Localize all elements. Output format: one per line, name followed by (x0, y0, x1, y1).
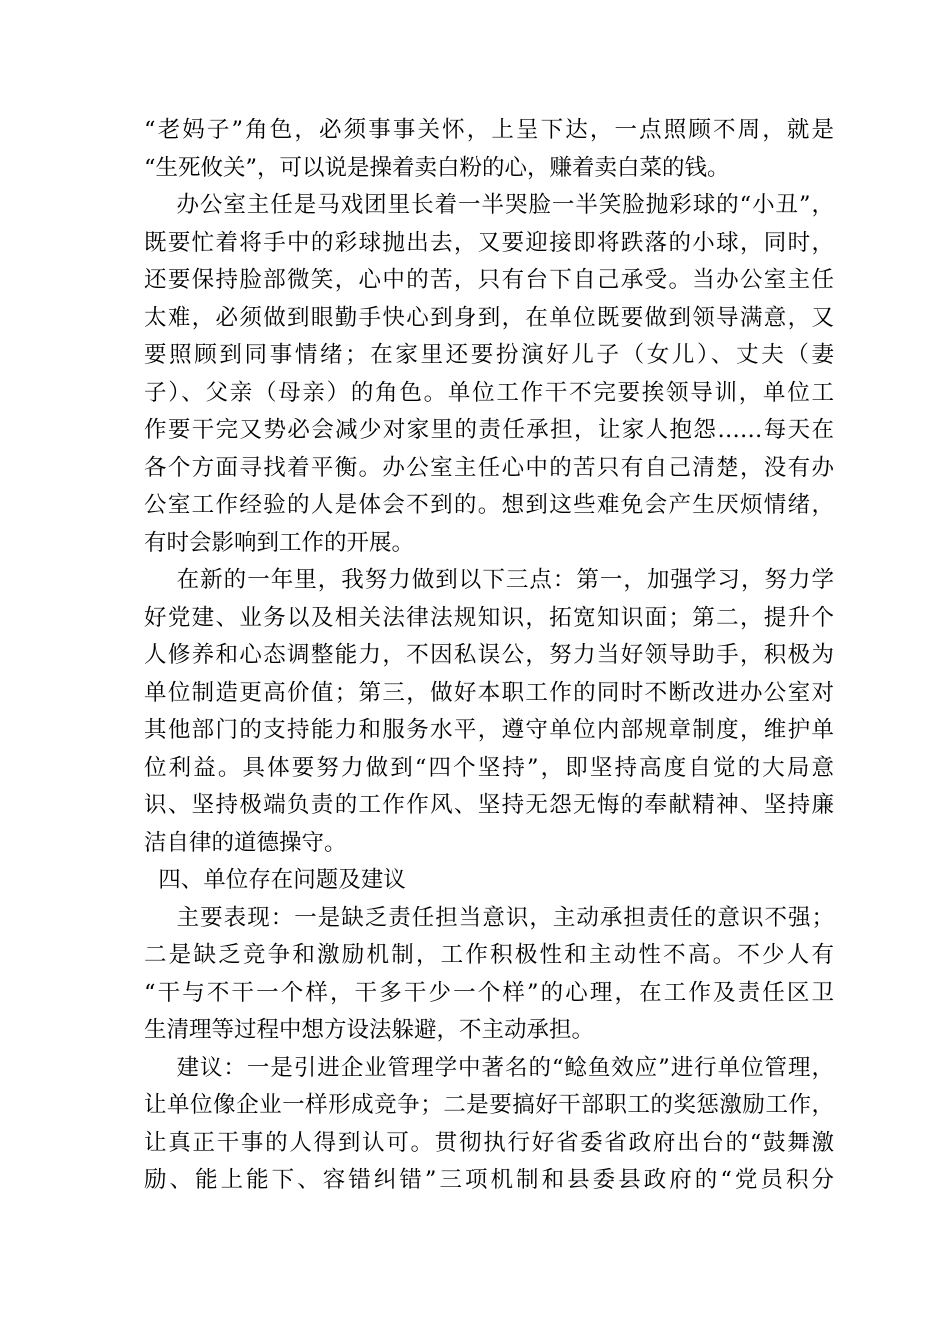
text-line: 好党建、业务以及相关法律法规知识，拓宽知识面；第二，提升个 (144, 604, 834, 631)
text-line: 公室工作经验的人是体会不到的。想到这些难免会产生厌烦情绪， (144, 492, 834, 518)
text-line: 让单位像企业一样形成竞争；二是要搞好干部职工的奖惩激励工作， (144, 1092, 834, 1118)
text-line: 洁自律的道德操守。 (144, 829, 347, 856)
text-line: “老妈子”角色，必须事事关怀，上呈下达，一点照顾不周，就是 (144, 117, 834, 143)
text-line: 有时会影响到工作的开展。 (144, 529, 415, 556)
text-line: 人修养和心态调整能力，不因私误公，努力当好领导助手，积极为 (144, 642, 834, 668)
text-line: 办公室主任是马戏团里长着一半哭脸一半笑脸抛彩球的“小丑”， (144, 192, 834, 218)
text-line: 太难，必须做到眼勤手快心到身到，在单位既要做到领导满意，又 (144, 304, 834, 331)
text-line: 子）、父亲（母亲）的角色。单位工作干不完要挨领导训，单位工 (144, 379, 834, 406)
text-line: 其他部门的支持能力和服务水平，遵守单位内部规章制度，维护单 (144, 717, 834, 743)
text-line: “生死攸关”，可以说是操着卖白粉的心，赚着卖白菜的钱。 (144, 154, 730, 181)
text-line: 四、单位存在问题及建议 (144, 867, 406, 893)
text-line: 主要表现：一是缺乏责任担当意识，主动承担责任的意识不强； (144, 904, 834, 931)
body-text (144, 112, 834, 1200)
text-line: 还要保持脸部微笑，心中的苦，只有台下自己承受。当办公室主任 (144, 267, 834, 293)
text-line: 位利益。具体要努力做到“四个坚持”，即坚持高度自觉的大局意 (144, 754, 834, 781)
text-line: 让真正干事的人得到认可。贯彻执行好省委省政府出台的“鼓舞激 (144, 1129, 834, 1156)
text-line: 识、坚持极端负责的工作作风、坚持无怨无悔的奉献精神、坚持廉 (144, 792, 834, 818)
text-line: 二是缺乏竞争和激励机制，工作积极性和主动性不高。不少人有 (144, 942, 834, 968)
text-line: 单位制造更高价值；第三，做好本职工作的同时不断改进办公室对 (144, 679, 834, 706)
text-line: 生清理等过程中想方设法躲避，不主动承担。 (144, 1017, 595, 1043)
text-line: “干与不干一个样，干多干少一个样”的心理，在工作及责任区卫 (144, 979, 834, 1006)
text-line: 既要忙着将手中的彩球抛出去，又要迎接即将跌落的小球，同时， (144, 229, 834, 256)
text-line: 建议：一是引进企业管理学中著名的“鲶鱼效应”进行单位管理， (144, 1054, 834, 1081)
text-line: 作要干完又势必会减少对家里的责任承担，让家人抱怨……每天在 (144, 417, 834, 443)
text-line: 各个方面寻找着平衡。办公室主任心中的苦只有自己清楚，没有办 (144, 454, 834, 481)
text-line: 要照顾到同事情绪；在家里还要扮演好儿子（女儿）、丈夫（妻 (144, 342, 834, 368)
text-line: 在新的一年里，我努力做到以下三点：第一，加强学习，努力学 (144, 567, 834, 593)
text-line: 励、能上能下、容错纠错”三项机制和县委县政府的“党员积分 (144, 1167, 834, 1193)
